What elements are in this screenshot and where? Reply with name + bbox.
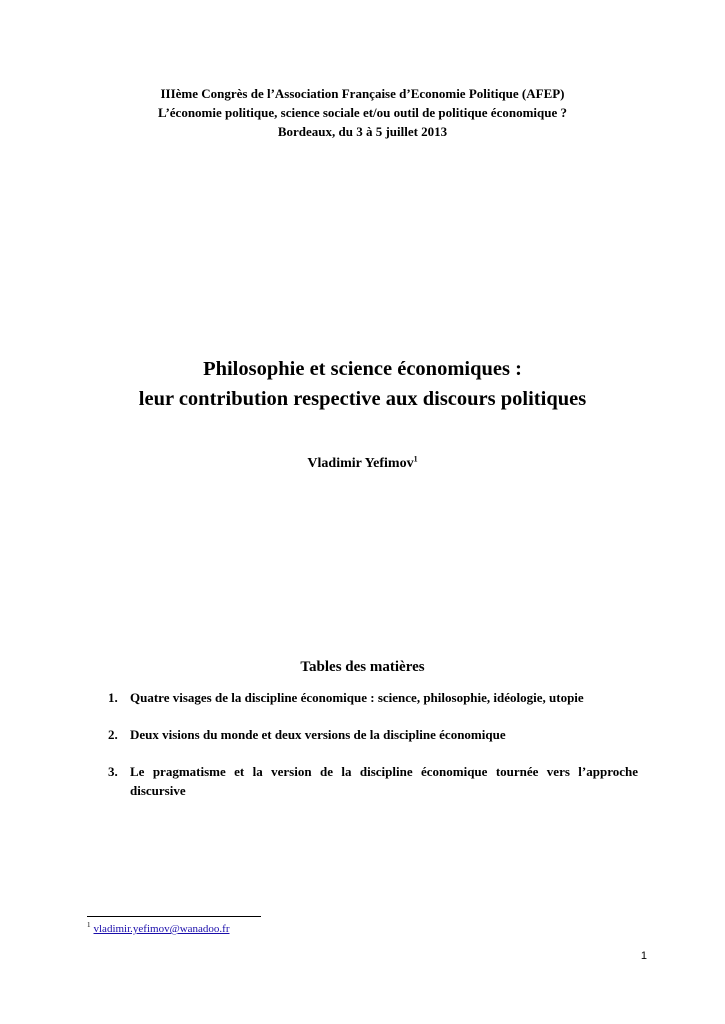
toc-item: [108, 725, 638, 744]
author-email-link[interactable]: vladimir.yefimov@wanadoo.fr: [93, 923, 230, 935]
title-line-2: leur contribution respective aux discours politiques: [138, 388, 587, 410]
toc-item-text: Quatre visages de la discipline économique : science, philosophie, idéologie, utopie: [130, 690, 584, 705]
author-footnote-mark[interactable]: 1: [413, 454, 418, 464]
footnote: [87, 922, 230, 937]
toc-item-text: Deux visions du monde et deux versions de la discipline économique: [130, 727, 506, 742]
conference-header: [0, 84, 725, 141]
toc-item-text: Le pragmatisme et la version de la discipline économique tournée vers l’approche discursive: [130, 764, 638, 798]
toc-item-number: 1.: [108, 690, 118, 705]
conference-line-3: Bordeaux, du 3 à 5 juillet 2013: [277, 124, 448, 139]
toc-heading: Tables des matières: [300, 659, 425, 675]
footnote-separator: [87, 916, 261, 917]
page-number: 1: [640, 950, 647, 962]
toc-item: [108, 762, 638, 800]
conference-line-2: L’économie politique, science sociale et/ou outil de politique économique ?: [157, 105, 567, 120]
footnote-mark: 1: [87, 921, 91, 930]
toc-item-number: 2.: [108, 727, 118, 742]
conference-line-1: IIIème Congrès de l’Association Française d’Economie Politique (AFEP): [160, 86, 565, 101]
paper-title: [0, 354, 725, 414]
toc-item: [108, 688, 638, 707]
author: [0, 454, 725, 474]
toc-item-number: 3.: [108, 764, 118, 779]
title-line-1: Philosophie et science économiques :: [203, 358, 522, 380]
author-name: Vladimir Yefimov: [307, 456, 414, 471]
table-of-contents: [108, 688, 638, 818]
